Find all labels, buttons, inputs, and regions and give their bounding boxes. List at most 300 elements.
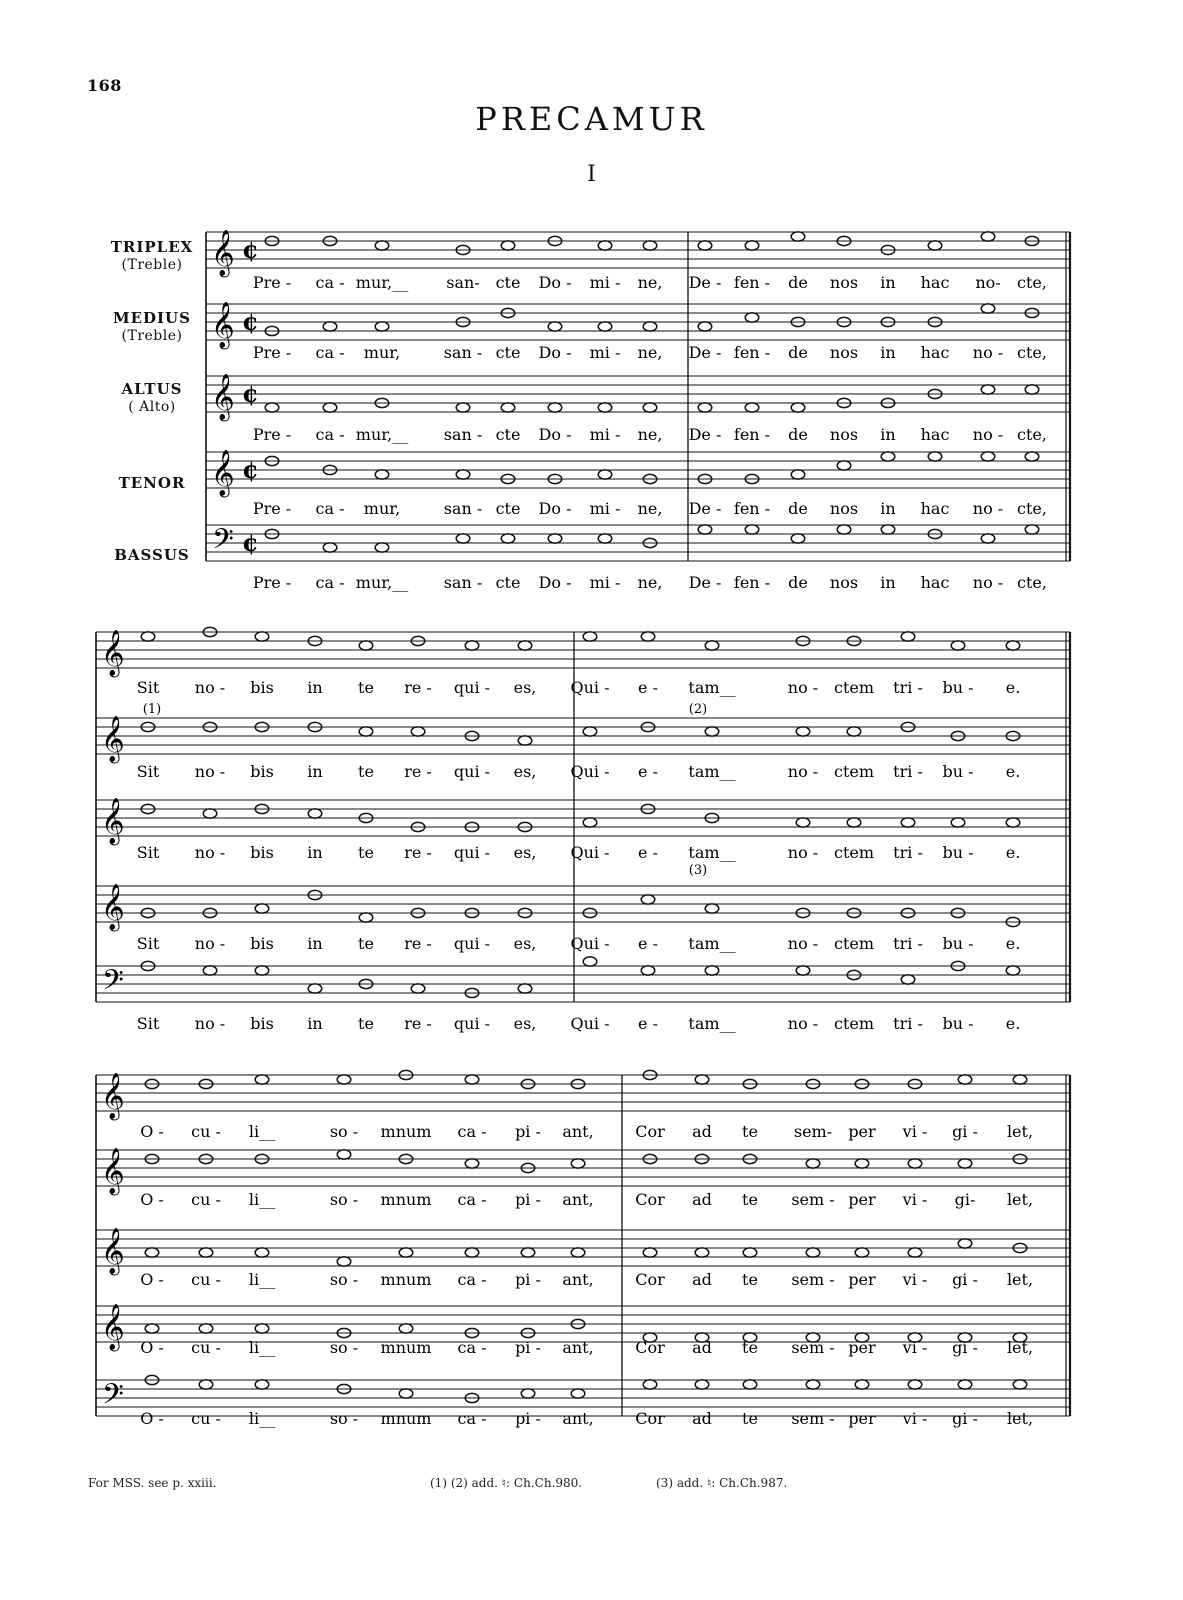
treble-clef-icon: 𝄞 <box>101 1304 125 1350</box>
lyric-syllable: e. <box>1005 843 1021 862</box>
lyric-syllable: cu - <box>191 1338 221 1357</box>
semibreve-note <box>908 1248 922 1257</box>
lyric-syllable: tri - <box>893 762 923 781</box>
semibreve-note <box>643 1248 657 1257</box>
lyric-syllable: ad <box>692 1338 712 1357</box>
lyric-syllable: Pre - <box>252 343 292 362</box>
lyric-syllable: ad <box>692 1409 712 1428</box>
lyric-syllable: re - <box>404 678 432 697</box>
lyric-syllable: e. <box>1005 678 1021 697</box>
semibreve-note <box>518 736 532 745</box>
semibreve-note <box>855 1380 869 1389</box>
lyric-syllable: de <box>788 425 808 444</box>
lyric-syllable: no - <box>972 343 1004 362</box>
lyric-syllable: fen - <box>733 343 771 362</box>
footnote-marker: (3) <box>688 863 708 878</box>
semibreve-note <box>705 727 719 736</box>
semibreve-note <box>323 322 337 331</box>
lyric-syllable: es, <box>513 1014 537 1033</box>
lyric-syllable: e. <box>1005 934 1021 953</box>
lyric-syllable: O - <box>140 1338 164 1357</box>
lyric-syllable: per <box>848 1338 876 1357</box>
lyric-syllable: mnum <box>380 1270 432 1289</box>
lyric-syllable: tri - <box>893 934 923 953</box>
voice-label-triplex: TRIPLEX (Treble) <box>96 238 208 274</box>
semibreve-note <box>375 241 389 250</box>
lyric-syllable: mi - <box>589 343 621 362</box>
lyric-syllable: es, <box>513 843 537 862</box>
lyric-syllable: ca - <box>457 1190 487 1209</box>
semibreve-note <box>981 304 995 313</box>
lyric-syllable: no - <box>194 762 226 781</box>
lyric-syllable: bis <box>250 678 274 697</box>
semibreve-note <box>791 470 805 479</box>
semibreve-note <box>255 1248 269 1257</box>
semibreve-note <box>145 1324 159 1333</box>
semibreve-note <box>958 1380 972 1389</box>
lyric-syllable: cu - <box>191 1270 221 1289</box>
lyric-syllable: pi - <box>515 1338 541 1357</box>
lyric-syllable: ad <box>692 1122 712 1141</box>
semibreve-note <box>359 913 373 922</box>
semibreve-note <box>743 1380 757 1389</box>
lyric-syllable: tam__ <box>688 762 736 781</box>
treble-clef-icon: 𝄞 <box>211 374 235 420</box>
lyric-syllable: Qui - <box>570 762 610 781</box>
semibreve-note <box>698 525 712 534</box>
lyric-syllable: O - <box>140 1190 164 1209</box>
lyric-syllable: cte, <box>1017 425 1047 444</box>
lyric-syllable: te <box>742 1122 758 1141</box>
lyric-syllable: ne, <box>637 343 663 362</box>
lyric-syllable: Pre - <box>252 425 292 444</box>
lyric-syllable: Do - <box>538 573 572 592</box>
lyric-syllable: in <box>307 1014 323 1033</box>
lyric-syllable: bis <box>250 934 274 953</box>
lyric-syllable: Sit <box>136 843 160 862</box>
lyric-syllable: cte, <box>1017 499 1047 518</box>
semibreve-note <box>548 403 562 412</box>
lyric-syllable: ctem <box>833 762 875 781</box>
semibreve-note <box>981 534 995 543</box>
semibreve-note <box>643 1380 657 1389</box>
lyric-syllable: De - <box>688 343 722 362</box>
lyric-syllable: Qui - <box>570 934 610 953</box>
lyric-syllable: gi - <box>952 1270 978 1289</box>
semibreve-note <box>855 1248 869 1257</box>
lyric-syllable: san- <box>446 273 480 292</box>
lyric-syllable: in <box>307 762 323 781</box>
lyric-syllable: te <box>358 934 374 953</box>
lyric-syllable: ca - <box>315 573 345 592</box>
lyric-syllable: pi - <box>515 1190 541 1209</box>
bass-clef-icon: 𝄢 <box>102 964 124 1004</box>
treble-clef-icon: 𝄞 <box>101 884 125 930</box>
lyric-syllable: vi - <box>902 1190 928 1209</box>
footnote-3: (3) add. ♮: Ch.Ch.987. <box>656 1476 788 1490</box>
treble-clef-icon: 𝄞 <box>101 716 125 762</box>
lyric-syllable: ctem <box>833 1014 875 1033</box>
cut-time-icon: ¢ <box>242 455 259 484</box>
lyric-syllable: cte, <box>1017 573 1047 592</box>
lyric-syllable: ad <box>692 1270 712 1289</box>
semibreve-note <box>337 1075 351 1084</box>
lyric-syllable: re - <box>404 1014 432 1033</box>
lyric-syllable: sem- <box>793 1122 833 1141</box>
semibreve-note <box>255 1075 269 1084</box>
lyric-syllable: mur,__ <box>355 273 409 292</box>
lyric-syllable: bu - <box>942 843 974 862</box>
lyric-syllable: Pre - <box>252 499 292 518</box>
lyric-syllable: e. <box>1005 1014 1021 1033</box>
lyric-syllable: Pre - <box>252 573 292 592</box>
semibreve-note <box>695 1075 709 1084</box>
semibreve-note <box>571 1389 585 1398</box>
lyric-syllable: li__ <box>248 1409 276 1428</box>
semibreve-note <box>806 1159 820 1168</box>
lyric-syllable: let, <box>1006 1338 1034 1357</box>
semibreve-note <box>705 966 719 975</box>
lyric-syllable: ant, <box>562 1409 594 1428</box>
lyric-syllable: te <box>742 1409 758 1428</box>
lyric-syllable: fen - <box>733 573 771 592</box>
lyric-syllable: cte <box>495 425 521 444</box>
semibreve-note <box>255 966 269 975</box>
lyric-syllable: Qui - <box>570 843 610 862</box>
semibreve-note <box>456 470 470 479</box>
lyric-syllable: De - <box>688 273 722 292</box>
semibreve-note <box>908 1380 922 1389</box>
lyric-syllable: Cor <box>635 1338 665 1357</box>
semibreve-note <box>465 1159 479 1168</box>
voice-sub-medius: (Treble) <box>121 328 183 344</box>
semibreve-note <box>583 727 597 736</box>
semibreve-note <box>981 385 995 394</box>
lyric-syllable: san - <box>443 573 483 592</box>
lyric-syllable: nos <box>829 499 859 518</box>
semibreve-note <box>837 461 851 470</box>
lyric-syllable: gi- <box>954 1190 976 1209</box>
semibreve-note <box>643 322 657 331</box>
lyric-syllable: O - <box>140 1122 164 1141</box>
lyric-syllable: ctem <box>833 934 875 953</box>
lyric-syllable: O - <box>140 1270 164 1289</box>
lyric-syllable: e - <box>638 843 658 862</box>
semibreve-note <box>598 322 612 331</box>
footnote-marker: (2) <box>688 702 708 717</box>
semibreve-note <box>881 525 895 534</box>
lyric-syllable: ant, <box>562 1122 594 1141</box>
lyric-syllable: e - <box>638 1014 658 1033</box>
semibreve-note <box>641 632 655 641</box>
lyric-syllable: gi - <box>952 1122 978 1141</box>
semibreve-note <box>981 232 995 241</box>
lyric-syllable: no - <box>194 843 226 862</box>
semibreve-note <box>199 1324 213 1333</box>
semibreve-note <box>375 543 389 552</box>
lyric-syllable: no - <box>787 678 819 697</box>
semibreve-note <box>411 727 425 736</box>
lyric-syllable: tam__ <box>688 1014 736 1033</box>
lyric-syllable: tam__ <box>688 843 736 862</box>
treble-clef-icon: 𝄞 <box>101 798 125 844</box>
lyric-syllable: pi - <box>515 1270 541 1289</box>
lyric-syllable: let, <box>1006 1190 1034 1209</box>
bass-clef-icon: 𝄢 <box>102 1378 124 1418</box>
lyric-syllable: te <box>742 1338 758 1357</box>
cut-time-icon: ¢ <box>242 235 259 264</box>
lyric-syllable: in <box>880 425 896 444</box>
semibreve-note <box>548 322 562 331</box>
semibreve-note <box>203 809 217 818</box>
lyric-syllable: no - <box>787 934 819 953</box>
semibreve-note <box>583 632 597 641</box>
lyric-syllable: let, <box>1006 1122 1034 1141</box>
lyric-syllable: tam__ <box>688 678 736 697</box>
lyric-syllable: mur, <box>363 343 401 362</box>
semibreve-note <box>465 1248 479 1257</box>
lyric-syllable: tri - <box>893 1014 923 1033</box>
lyric-syllable: sem - <box>791 1190 835 1209</box>
lyric-syllable: ca - <box>315 499 345 518</box>
lyric-syllable: ca - <box>315 425 345 444</box>
lyric-syllable: ca - <box>315 343 345 362</box>
lyric-syllable: cte <box>495 273 521 292</box>
lyric-syllable: in <box>307 843 323 862</box>
lyric-syllable: bu - <box>942 678 974 697</box>
semibreve-note <box>308 984 322 993</box>
lyric-syllable: qui - <box>453 678 491 697</box>
lyric-syllable: qui - <box>453 934 491 953</box>
voice-label-altus: ALTUS ( Alto) <box>96 380 208 416</box>
lyric-syllable: per <box>848 1190 876 1209</box>
lyric-syllable: vi - <box>902 1338 928 1357</box>
lyric-syllable: ctem <box>833 678 875 697</box>
semibreve-note <box>521 1248 535 1257</box>
semibreve-note <box>951 818 965 827</box>
lyric-syllable: cte, <box>1017 273 1047 292</box>
semibreve-note <box>501 534 515 543</box>
lyric-syllable: san - <box>443 425 483 444</box>
lyric-syllable: mur, <box>363 499 401 518</box>
lyric-syllable: bu - <box>942 934 974 953</box>
movement-number: I <box>587 162 596 187</box>
semibreve-note <box>501 241 515 250</box>
semibreve-note <box>203 966 217 975</box>
semibreve-note <box>501 403 515 412</box>
lyric-syllable: gi - <box>952 1338 978 1357</box>
page-number: 168 <box>87 76 122 95</box>
lyric-syllable: vi - <box>902 1409 928 1428</box>
lyric-syllable: es, <box>513 934 537 953</box>
semibreve-note <box>1006 966 1020 975</box>
lyric-syllable: so - <box>329 1270 359 1289</box>
lyric-syllable: Sit <box>136 1014 160 1033</box>
semibreve-note <box>695 1248 709 1257</box>
treble-clef-icon: 𝄞 <box>211 302 235 348</box>
semibreve-note <box>456 403 470 412</box>
footnote-1-2: (1) (2) add. ♮: Ch.Ch.980. <box>430 1476 583 1490</box>
lyric-syllable: Pre - <box>252 273 292 292</box>
semibreve-note <box>643 403 657 412</box>
semibreve-note <box>583 818 597 827</box>
lyric-syllable: De - <box>688 425 722 444</box>
semibreve-note <box>375 322 389 331</box>
lyric-syllable: qui - <box>453 1014 491 1033</box>
semibreve-note <box>571 1159 585 1168</box>
lyric-syllable: nos <box>829 273 859 292</box>
lyric-syllable: bu - <box>942 1014 974 1033</box>
lyric-syllable: so - <box>329 1338 359 1357</box>
lyric-syllable: nos <box>829 343 859 362</box>
lyric-syllable: ant, <box>562 1190 594 1209</box>
semibreve-note <box>323 543 337 552</box>
semibreve-note <box>518 641 532 650</box>
semibreve-note <box>465 641 479 650</box>
lyric-syllable: Do - <box>538 425 572 444</box>
lyric-syllable: hac <box>920 499 950 518</box>
lyric-syllable: ctem <box>833 843 875 862</box>
semibreve-note <box>1013 1380 1027 1389</box>
lyric-syllable: mnum <box>380 1122 432 1141</box>
lyric-syllable: de <box>788 499 808 518</box>
semibreve-note <box>928 241 942 250</box>
voice-label-bassus: BASSUS <box>114 546 190 564</box>
semibreve-note <box>598 403 612 412</box>
lyric-syllable: san - <box>443 499 483 518</box>
lyric-syllable: e - <box>638 762 658 781</box>
lyric-syllable: mi - <box>589 499 621 518</box>
footnote-mss: For MSS. see p. xxiii. <box>88 1476 217 1490</box>
lyric-syllable: te <box>358 762 374 781</box>
lyric-syllable: Sit <box>136 678 160 697</box>
semibreve-note <box>411 984 425 993</box>
lyric-syllable: ca - <box>457 1122 487 1141</box>
semibreve-note <box>901 975 915 984</box>
lyric-syllable: te <box>742 1270 758 1289</box>
semibreve-note <box>598 534 612 543</box>
treble-clef-icon: 𝄞 <box>101 1148 125 1194</box>
lyric-syllable: nos <box>829 425 859 444</box>
lyric-syllable: vi - <box>902 1270 928 1289</box>
voice-sub-altus: ( Alto) <box>128 399 176 415</box>
lyric-syllable: e - <box>638 934 658 953</box>
semibreve-note <box>1025 452 1039 461</box>
semibreve-note <box>745 241 759 250</box>
semibreve-note <box>465 1075 479 1084</box>
lyric-syllable: e - <box>638 678 658 697</box>
lyric-syllable: e. <box>1005 762 1021 781</box>
lyric-syllable: ne, <box>637 425 663 444</box>
semibreve-note <box>837 525 851 534</box>
lyric-syllable: mnum <box>380 1338 432 1357</box>
lyric-syllable: no - <box>972 573 1004 592</box>
semibreve-note <box>847 727 861 736</box>
lyric-syllable: ant, <box>562 1338 594 1357</box>
lyric-syllable: bu - <box>942 762 974 781</box>
voice-label-medius: MEDIUS (Treble) <box>96 309 208 345</box>
piece-title: PRECAMUR <box>475 100 708 138</box>
lyric-syllable: ca - <box>457 1409 487 1428</box>
lyric-syllable: li__ <box>248 1122 276 1141</box>
semibreve-note <box>641 895 655 904</box>
lyric-syllable: let, <box>1006 1409 1034 1428</box>
lyric-syllable: te <box>742 1190 758 1209</box>
treble-clef-icon: 𝄞 <box>101 630 125 676</box>
lyric-syllable: no - <box>787 762 819 781</box>
lyric-syllable: fen - <box>733 499 771 518</box>
lyric-syllable: ne, <box>637 273 663 292</box>
semibreve-note <box>958 1159 972 1168</box>
semibreve-note <box>908 1159 922 1168</box>
lyric-syllable: pi - <box>515 1122 541 1141</box>
lyric-syllable: cu - <box>191 1409 221 1428</box>
semibreve-note <box>308 809 322 818</box>
semibreve-note <box>323 403 337 412</box>
voice-sub-triplex: (Treble) <box>121 257 183 273</box>
lyric-syllable: li__ <box>248 1270 276 1289</box>
lyric-syllable: Cor <box>635 1122 665 1141</box>
lyric-syllable: ne, <box>637 573 663 592</box>
lyric-syllable: de <box>788 273 808 292</box>
lyric-syllable: ne, <box>637 499 663 518</box>
lyric-syllable: mur,__ <box>355 573 409 592</box>
lyric-syllable: re - <box>404 934 432 953</box>
semibreve-note <box>598 241 612 250</box>
lyric-syllable: no - <box>194 678 226 697</box>
lyric-syllable: mi - <box>589 573 621 592</box>
semibreve-note <box>705 641 719 650</box>
semibreve-note <box>141 632 155 641</box>
semibreve-note <box>743 1248 757 1257</box>
lyric-syllable: so - <box>329 1122 359 1141</box>
lyric-syllable: no - <box>194 1014 226 1033</box>
lyric-syllable: no - <box>972 425 1004 444</box>
lyric-syllable: Cor <box>635 1409 665 1428</box>
lyric-syllable: O - <box>140 1409 164 1428</box>
lyric-syllable: mnum <box>380 1190 432 1209</box>
semibreve-note <box>791 403 805 412</box>
semibreve-note <box>1006 818 1020 827</box>
semibreve-note <box>199 1380 213 1389</box>
semibreve-note <box>901 818 915 827</box>
treble-clef-icon: 𝄞 <box>211 230 235 276</box>
lyric-syllable: in <box>880 573 896 592</box>
lyric-syllable: sem - <box>791 1409 835 1428</box>
lyric-syllable: Cor <box>635 1190 665 1209</box>
lyric-syllable: in <box>880 343 896 362</box>
treble-clef-icon: 𝄞 <box>101 1228 125 1274</box>
treble-clef-icon: 𝄞 <box>211 450 235 496</box>
semibreve-note <box>1013 1075 1027 1084</box>
semibreve-note <box>337 1257 351 1266</box>
lyric-syllable: ant, <box>562 1270 594 1289</box>
lyric-syllable: cte, <box>1017 343 1047 362</box>
semibreve-note <box>199 1248 213 1257</box>
lyric-syllable: hac <box>920 343 950 362</box>
lyric-syllable: Do - <box>538 343 572 362</box>
lyric-syllable: mi - <box>589 273 621 292</box>
semibreve-note <box>698 322 712 331</box>
lyric-syllable: cu - <box>191 1190 221 1209</box>
semibreve-note <box>255 1380 269 1389</box>
semibreve-note <box>901 632 915 641</box>
lyric-syllable: mur,__ <box>355 425 409 444</box>
lyric-syllable: no - <box>787 843 819 862</box>
semibreve-note <box>881 452 895 461</box>
lyric-syllable: tam__ <box>688 934 736 953</box>
treble-clef-icon: 𝄞 <box>101 1073 125 1119</box>
